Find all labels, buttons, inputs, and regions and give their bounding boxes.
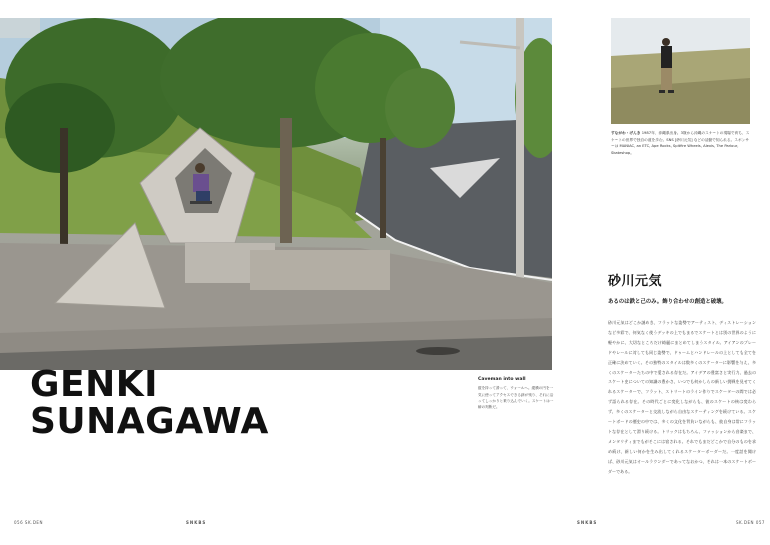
- page-number-right: 057: [755, 520, 765, 525]
- folio-left: [14, 520, 43, 525]
- issue-left: SK.DEN: [24, 520, 43, 525]
- bio-text: [611, 130, 751, 157]
- main-photo: [0, 18, 552, 370]
- caption-body: 縦を持って滑って、ウォールへ。縦横の円を一気に使ってアクセスできる跡が残り、それに沿ってしっかりと乗り込んでいく。スケートは一瞬の判断だ。: [478, 386, 554, 410]
- folio-right: [736, 520, 765, 525]
- issue-right: SK.DEN: [736, 520, 755, 525]
- title-line-1: GENKI: [30, 364, 159, 405]
- caption-heading: Caveman into wall: [478, 377, 526, 382]
- title-line-2: SUNAGAWA: [30, 401, 269, 442]
- article-body: 砂川元気はどこか謎めき、フラットな姿勢でアーティスト、ディストレーションなど多彩で、何気なく使うデッキの上でもまるでスケートとは別の世界のように軽やかに、大切なところだけ綺麗にまとめてしまうスタイル。アイアンのブレードやレールに対しても同じ姿勢で、ドゥームとハンドレールの上としても全てを正確に決めていく。その独特のスタイルは数多くのスケーターに影響を与え、多くのスケーターたちの中で愛される存在だ。アイデアの豊富さと実行力、過去のスケート史についての知識の豊かさ、いつでも何かしらの新しい挑戦を見せてくれるスケーターで、フラット、ストリートのライン作りでスケーターの間では必ず語られる存在。その時代ごとに変化しながらも、彼のスケートの核は変わらず、多くのスケーターと交流しながら自由なスケーティングを続けている。スケートボードの歴史の中では、多くの文化を背負いながらも、彼自身は常にフラットな存在として滑り続ける。トリックはもちろん、ファッションから音楽まで、メンタリティまでもがそこには宿される。それでもまだどこかで自分のものを求め続け、新しい何かを生み出してくれるスケーターボーダーだ。一度話を聞けば、砂川元気はオールラウンダーであってなおかつ、それは一本のスケートボーダーである。: [608, 320, 756, 474]
- photo-caption: [478, 377, 556, 410]
- portrait-photo: [611, 18, 750, 124]
- article-title: [30, 366, 350, 440]
- brand-right: SNKBS: [577, 520, 598, 525]
- bio-name: すながわ・げんき: [611, 131, 641, 135]
- page-number-left: 056: [14, 520, 24, 525]
- japanese-name: 砂川元気: [608, 274, 663, 289]
- bio-body: 1987年、沖縄県出身。3歳から沖縄のスケートの現場で育ち、スケートの世界で独自の道を歩む。SNS [砂川元気] などの活動で知られる。スポンサーは MANIAC, an ETC, Ape Rocks, Spitfire Wheels, Alexis, The Parlour, Skateshop。: [611, 131, 750, 156]
- brand-left: SNKBS: [186, 520, 207, 525]
- article-headline: あるのは鉄と己のみ。飾り合わせの創造と破壊。: [608, 299, 727, 305]
